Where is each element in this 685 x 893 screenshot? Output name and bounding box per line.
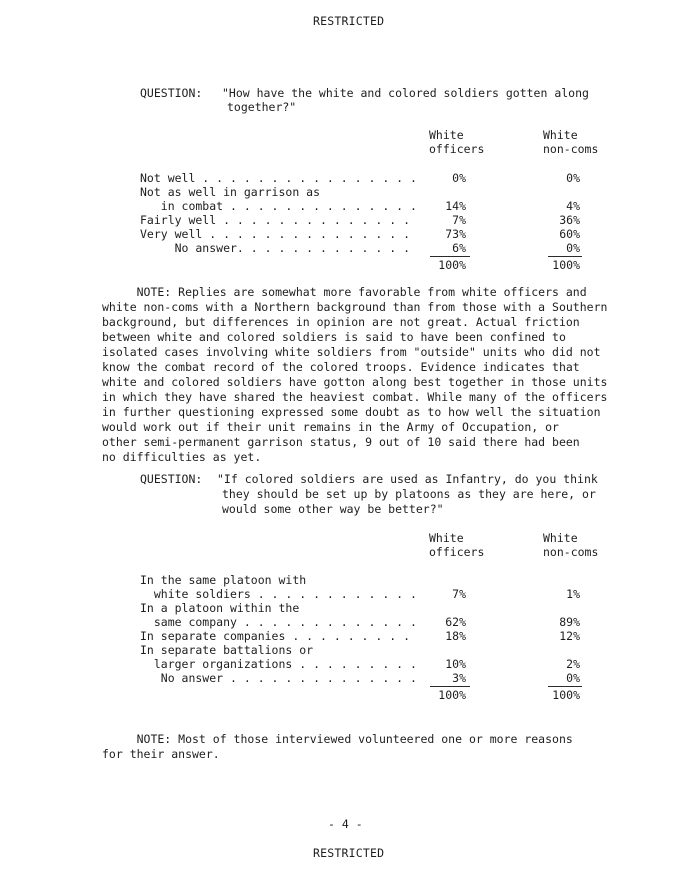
q1-text-line-2: together?"	[227, 100, 297, 114]
q1-col-a-header-2: officers	[429, 142, 485, 156]
q1-row-label: Very well . . . . . . . . . . . . . . .	[140, 227, 411, 241]
q2-col-b-header-1: White	[543, 531, 578, 545]
q2-col-a-header-1: White	[429, 531, 464, 545]
q2-row-value-b: 1%	[566, 587, 580, 601]
note1-line: in which they have shared the heaviest combat. While many of the officers	[102, 390, 608, 404]
q1-total-b: 100%	[552, 258, 580, 272]
q1-col-a-header-1: White	[429, 128, 464, 142]
q2-col-b-header-2: non-coms	[543, 545, 599, 559]
q1-row-value-a: 6%	[452, 241, 466, 255]
q1-row-value-b: 60%	[559, 227, 580, 241]
q2-row-value-a: 3%	[452, 671, 466, 685]
q2-row-value-b: 12%	[559, 629, 580, 643]
q2-total-rule-b	[548, 686, 582, 687]
q1-row-label: Not as well in garrison as	[140, 185, 321, 199]
q1-row-value-b: 36%	[559, 213, 580, 227]
q1-row-value-b: 0%	[566, 241, 580, 255]
q1-row-label: Not well . . . . . . . . . . . . . . . .	[140, 171, 417, 185]
q1-row-value-a: 0%	[452, 171, 466, 185]
note1-line: would work out if their unit remains in the Army of Occupation, or	[102, 420, 559, 434]
q2-row-value-b: 2%	[566, 657, 580, 671]
q2-row-value-a: 10%	[445, 657, 466, 671]
q1-row-value-a: 7%	[452, 213, 466, 227]
q2-row-label: same company . . . . . . . . . . . . .	[140, 615, 417, 629]
q1-label: QUESTION:	[140, 86, 203, 100]
q1-row-value-a: 14%	[445, 199, 466, 213]
note1-line: in further questioning expressed some doubt as to how well the situation	[102, 405, 601, 419]
note1-line: NOTE: Replies are somewhat more favorable from white officers and	[102, 285, 587, 299]
note1-line: white non-coms with a Northern background than from those with a Southern	[102, 300, 608, 314]
q2-row-label: In a platoon within the	[140, 601, 300, 615]
q2-col-a-header-2: officers	[429, 545, 485, 559]
q2-row-label: white soldiers . . . . . . . . . . . .	[140, 587, 417, 601]
page-footer: RESTRICTED	[313, 846, 385, 860]
q2-row-label: In separate battalions or	[140, 643, 314, 657]
q2-row-value-a: 18%	[445, 629, 466, 643]
q2-row-value-b: 89%	[559, 615, 580, 629]
q2-row-label: In separate companies . . . . . . . . .	[140, 629, 411, 643]
q1-row-label: Fairly well . . . . . . . . . . . . . .	[140, 213, 411, 227]
q1-text-line-1: "How have the white and colored soldiers gotten along	[222, 86, 589, 100]
note1-line: white and colored soldiers have gotton along best together in those units	[102, 375, 608, 389]
q2-row-label: In the same platoon with	[140, 573, 307, 587]
q2-text-line-1: "If colored soldiers are used as Infantry, do you think	[217, 472, 598, 486]
note1-line: background, but differences in opinion are not great. Actual friction	[102, 315, 580, 329]
note1-line: no difficulties as yet.	[102, 450, 262, 464]
note1-line: other semi-permanent garrison status, 9 out of 10 said there had been	[102, 435, 580, 449]
q2-total-rule-a	[430, 686, 470, 687]
q2-row-label: No answer . . . . . . . . . . . . . .	[140, 671, 417, 685]
q1-row-value-b: 0%	[566, 171, 580, 185]
page-number: - 4 -	[328, 817, 363, 831]
q1-row-value-a: 73%	[445, 227, 466, 241]
q1-col-b-header-2: non-coms	[543, 142, 599, 156]
note1-line: know the combat record of the colored troops. Evidence indicates that	[102, 360, 580, 374]
q1-row-label: in combat . . . . . . . . . . . . . .	[140, 199, 417, 213]
q2-label: QUESTION:	[140, 472, 203, 486]
q2-text-line-2: they should be set up by platoons as they are here, or	[222, 487, 596, 501]
q2-text-line-3: would some other way be better?"	[222, 502, 444, 516]
q2-row-label: larger organizations . . . . . . . . .	[140, 657, 417, 671]
q1-total-rule-a	[430, 256, 470, 257]
q2-total-a: 100%	[438, 688, 466, 702]
note2-line: NOTE: Most of those interviewed volunteered one or more reasons	[102, 732, 573, 746]
note1-line: isolated cases involving white soldiers from "outside" units who did not	[102, 345, 601, 359]
page-header: RESTRICTED	[313, 14, 385, 28]
note1-line: between white and colored soldiers is said to have been confined to	[102, 330, 566, 344]
q2-row-value-a: 62%	[445, 615, 466, 629]
q2-total-b: 100%	[552, 688, 580, 702]
q2-row-value-a: 7%	[452, 587, 466, 601]
q1-total-rule-b	[548, 256, 582, 257]
q1-total-a: 100%	[438, 258, 466, 272]
q1-row-value-b: 4%	[566, 199, 580, 213]
q1-col-b-header-1: White	[543, 128, 578, 142]
q2-row-value-b: 0%	[566, 671, 580, 685]
q1-row-label: No answer. . . . . . . . . . . . .	[140, 241, 411, 255]
note2-line: for their answer.	[102, 747, 220, 761]
